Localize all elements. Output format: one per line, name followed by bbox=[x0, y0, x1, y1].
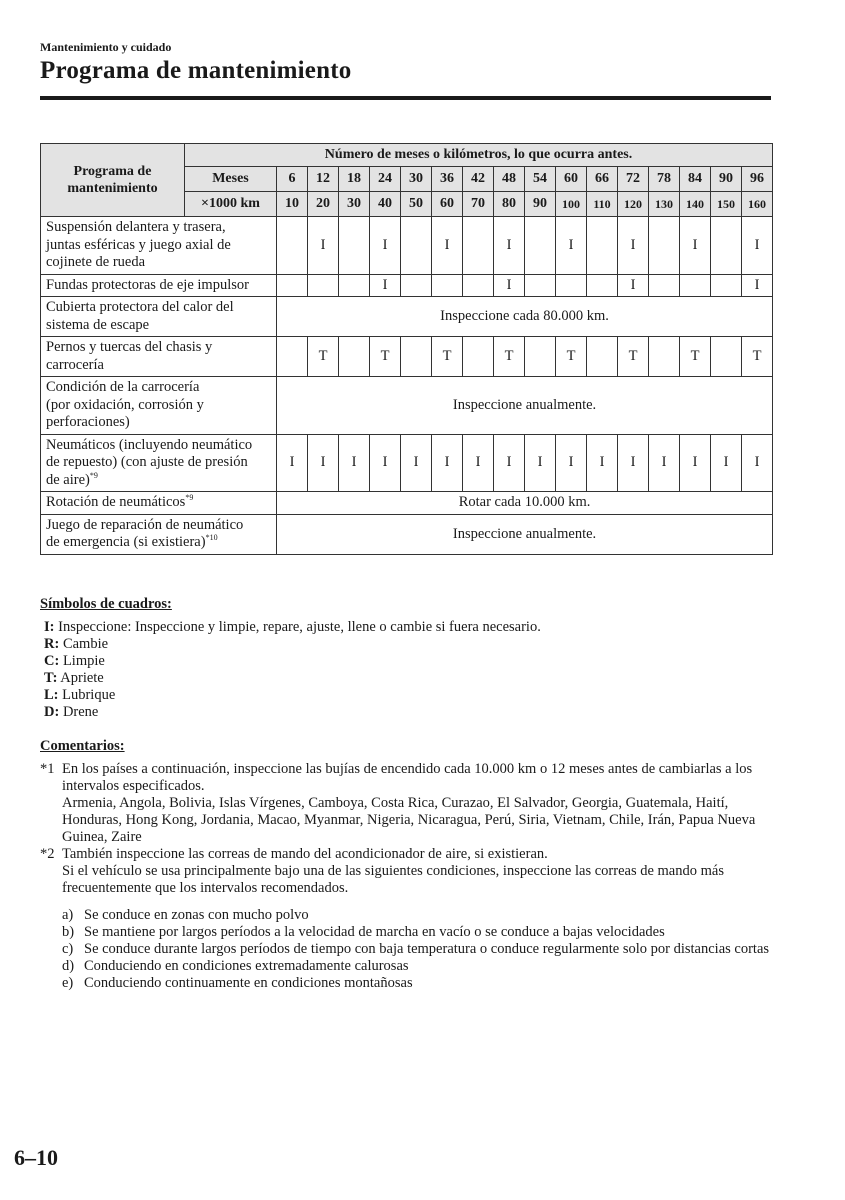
interval-mark bbox=[432, 274, 463, 297]
interval-mark bbox=[711, 274, 742, 297]
month-header: 54 bbox=[525, 167, 556, 192]
condition-item bbox=[62, 958, 775, 975]
month-header: 66 bbox=[587, 167, 618, 192]
condition-letter: c) bbox=[62, 941, 74, 957]
symbol-entry bbox=[44, 670, 541, 687]
interval-mark: I bbox=[308, 217, 339, 275]
service-item bbox=[41, 377, 277, 435]
service-item-line: juntas esféricas y juego axial de bbox=[46, 236, 231, 253]
interval-mark: T bbox=[308, 337, 339, 377]
month-header: 48 bbox=[494, 167, 525, 192]
interval-mark bbox=[401, 274, 432, 297]
service-item bbox=[41, 337, 277, 377]
service-item-line: de repuesto) (con ajuste de presión bbox=[46, 454, 248, 470]
interval-mark: I bbox=[742, 217, 773, 275]
interval-note: Inspeccione cada 80.000 km. bbox=[277, 297, 773, 337]
interval-mark bbox=[711, 217, 742, 275]
interval-mark: T bbox=[556, 337, 587, 377]
symbols-section bbox=[40, 596, 541, 721]
condition-letter: a) bbox=[62, 907, 74, 923]
interval-mark bbox=[463, 217, 494, 275]
month-header: 30 bbox=[401, 167, 432, 192]
interval-mark: I bbox=[401, 434, 432, 492]
table-row bbox=[41, 492, 773, 515]
comments-section bbox=[40, 738, 775, 992]
interval-mark: I bbox=[649, 434, 680, 492]
interval-mark bbox=[680, 274, 711, 297]
note-marker: *1 bbox=[40, 761, 55, 777]
corner-label-line: mantenimiento bbox=[67, 181, 158, 196]
symbol-desc: Drene bbox=[59, 704, 99, 720]
table-row bbox=[41, 514, 773, 554]
service-item-line: de aire) bbox=[46, 471, 90, 488]
note-marker: *2 bbox=[40, 846, 55, 862]
interval-mark: I bbox=[370, 434, 401, 492]
condition-text: Se conduce en zonas con mucho polvo bbox=[84, 907, 309, 923]
interval-mark: I bbox=[525, 434, 556, 492]
interval-mark: I bbox=[339, 434, 370, 492]
service-item-line: Fundas protectoras de eje impulsor bbox=[46, 276, 249, 293]
interval-mark: I bbox=[618, 217, 649, 275]
interval-mark bbox=[587, 217, 618, 275]
service-item-line: Cubierta protectora del calor del bbox=[46, 299, 234, 315]
interval-mark bbox=[277, 337, 308, 377]
note-text: En los países a continuación, inspeccione las bujías de encendido cada 10.000 km o 12 meses antes de cambiarlas a los intervalos especificados. bbox=[62, 761, 753, 794]
months-label: Meses bbox=[185, 167, 277, 192]
service-item bbox=[41, 217, 277, 275]
title-divider bbox=[40, 96, 771, 100]
interval-mark bbox=[339, 337, 370, 377]
condition-item bbox=[62, 975, 775, 992]
interval-mark bbox=[587, 274, 618, 297]
month-header: 6 bbox=[277, 167, 308, 192]
table-row bbox=[41, 297, 773, 337]
km-header: 80 bbox=[494, 192, 525, 217]
km-header: 150 bbox=[711, 192, 742, 217]
km-header: 90 bbox=[525, 192, 556, 217]
interval-mark: I bbox=[370, 274, 401, 297]
condition-item bbox=[62, 907, 775, 924]
page-title: Programa de mantenimiento bbox=[40, 57, 352, 84]
service-item bbox=[41, 514, 277, 554]
interval-mark: I bbox=[370, 217, 401, 275]
month-header: 12 bbox=[308, 167, 339, 192]
page-number: 6–10 bbox=[14, 1145, 58, 1170]
interval-mark bbox=[401, 217, 432, 275]
table-row bbox=[41, 337, 773, 377]
km-header: 100 bbox=[556, 192, 587, 217]
interval-mark bbox=[277, 274, 308, 297]
comment-note-1 bbox=[40, 761, 775, 846]
interval-mark: I bbox=[432, 434, 463, 492]
km-header: 130 bbox=[649, 192, 680, 217]
interval-mark bbox=[525, 217, 556, 275]
service-item-line: Rotación de neumáticos bbox=[46, 494, 186, 510]
interval-mark bbox=[463, 274, 494, 297]
month-header: 36 bbox=[432, 167, 463, 192]
interval-mark: I bbox=[618, 274, 649, 297]
symbol-key: R: bbox=[44, 636, 60, 652]
symbol-key: T: bbox=[44, 670, 58, 686]
maintenance-schedule-table bbox=[40, 143, 773, 555]
interval-note: Inspeccione anualmente. bbox=[277, 377, 773, 435]
month-header: 24 bbox=[370, 167, 401, 192]
interval-mark: I bbox=[494, 434, 525, 492]
interval-mark: T bbox=[680, 337, 711, 377]
condition-item bbox=[62, 941, 775, 958]
comment-note-2 bbox=[40, 846, 775, 897]
symbols-heading: Símbolos de cuadros: bbox=[40, 596, 172, 612]
symbol-entry bbox=[44, 636, 541, 653]
interval-mark: T bbox=[742, 337, 773, 377]
condition-text: Conduciendo en condiciones extremadamente calurosas bbox=[84, 958, 409, 974]
km-header: 30 bbox=[339, 192, 370, 217]
interval-mark: I bbox=[277, 434, 308, 492]
interval-mark: I bbox=[556, 217, 587, 275]
note-text: Si el vehículo se usa principalmente bajo una de las siguientes condiciones, inspeccione las correas de mando más frecuentemente que los intervalos recomendados. bbox=[62, 863, 724, 896]
km-header: 50 bbox=[401, 192, 432, 217]
service-item-line: Neumáticos (incluyendo neumático bbox=[46, 436, 253, 453]
km-header: 20 bbox=[308, 192, 339, 217]
footnote-ref: *10 bbox=[205, 533, 218, 543]
comments-heading: Comentarios: bbox=[40, 738, 125, 754]
interval-note: Rotar cada 10.000 km. bbox=[277, 492, 773, 515]
note-text: También inspeccione las correas de mando del acondicionador de aire, si existieran. bbox=[62, 846, 548, 862]
month-header: 72 bbox=[618, 167, 649, 192]
interval-mark bbox=[463, 337, 494, 377]
interval-mark: T bbox=[494, 337, 525, 377]
symbol-entry bbox=[44, 687, 541, 704]
interval-mark: T bbox=[432, 337, 463, 377]
interval-mark bbox=[556, 274, 587, 297]
corner-label-line: Programa de bbox=[73, 164, 152, 179]
service-item-line: sistema de escape bbox=[46, 316, 150, 333]
condition-letter: e) bbox=[62, 975, 74, 991]
interval-mark: I bbox=[711, 434, 742, 492]
interval-mark: I bbox=[494, 274, 525, 297]
condition-text: Se conduce durante largos períodos de tiempo con baja temperatura o conduce regularmente solo por distancias cortas bbox=[84, 941, 770, 957]
service-item-line: Suspensión delantera y trasera, bbox=[46, 219, 226, 235]
interval-mark: T bbox=[618, 337, 649, 377]
interval-mark: T bbox=[370, 337, 401, 377]
km-header: 110 bbox=[587, 192, 618, 217]
interval-mark bbox=[649, 337, 680, 377]
month-header: 18 bbox=[339, 167, 370, 192]
interval-mark: I bbox=[556, 434, 587, 492]
condition-text: Se mantiene por largos períodos a la velocidad de marcha en vacío o se conduce a bajas velocidades bbox=[84, 924, 665, 940]
service-item-line: carrocería bbox=[46, 356, 104, 373]
condition-list bbox=[62, 907, 775, 992]
month-header: 84 bbox=[680, 167, 711, 192]
interval-mark: I bbox=[432, 217, 463, 275]
symbol-entry bbox=[44, 704, 541, 721]
service-item-line: cojinete de rueda bbox=[46, 254, 146, 270]
service-item-line: perforaciones) bbox=[46, 414, 130, 430]
service-item bbox=[41, 434, 277, 492]
interval-mark bbox=[649, 274, 680, 297]
interval-mark bbox=[339, 274, 370, 297]
service-item bbox=[41, 492, 277, 515]
month-header: 96 bbox=[742, 167, 773, 192]
condition-letter: b) bbox=[62, 924, 75, 940]
interval-mark: I bbox=[742, 434, 773, 492]
interval-mark: I bbox=[742, 274, 773, 297]
section-label: Mantenimiento y cuidado bbox=[40, 40, 172, 54]
km-header: 140 bbox=[680, 192, 711, 217]
symbol-entry bbox=[44, 619, 541, 636]
symbol-key: L: bbox=[44, 687, 59, 703]
km-header: 70 bbox=[463, 192, 494, 217]
symbol-desc: Limpie bbox=[59, 653, 105, 669]
table-row bbox=[41, 434, 773, 492]
interval-title: Número de meses o kilómetros, lo que ocurra antes. bbox=[185, 144, 773, 167]
service-item bbox=[41, 297, 277, 337]
symbol-key: I: bbox=[44, 619, 55, 635]
service-item-line: Condición de la carrocería bbox=[46, 379, 200, 395]
km-header: 60 bbox=[432, 192, 463, 217]
km-header: 120 bbox=[618, 192, 649, 217]
service-item bbox=[41, 274, 277, 297]
interval-mark: I bbox=[463, 434, 494, 492]
interval-mark bbox=[339, 217, 370, 275]
interval-mark: I bbox=[618, 434, 649, 492]
km-header: 160 bbox=[742, 192, 773, 217]
symbol-desc: Cambie bbox=[59, 636, 109, 652]
table-row bbox=[41, 217, 773, 275]
month-header: 60 bbox=[556, 167, 587, 192]
condition-letter: d) bbox=[62, 958, 75, 974]
month-header: 42 bbox=[463, 167, 494, 192]
interval-mark: I bbox=[494, 217, 525, 275]
table-row bbox=[41, 377, 773, 435]
interval-note: Inspeccione anualmente. bbox=[277, 514, 773, 554]
interval-mark bbox=[525, 337, 556, 377]
footnote-ref: *9 bbox=[89, 470, 98, 480]
interval-mark bbox=[649, 217, 680, 275]
symbol-entry bbox=[44, 653, 541, 670]
service-item-line: Juego de reparación de neumático bbox=[46, 516, 244, 533]
interval-mark: I bbox=[680, 217, 711, 275]
interval-mark bbox=[587, 337, 618, 377]
service-item-line: de emergencia (si existiera) bbox=[46, 534, 206, 550]
footnote-ref: *9 bbox=[185, 493, 194, 503]
condition-item bbox=[62, 924, 775, 941]
month-header: 78 bbox=[649, 167, 680, 192]
interval-mark bbox=[525, 274, 556, 297]
service-item-line: Pernos y tuercas del chasis y bbox=[46, 339, 213, 355]
interval-mark: I bbox=[308, 434, 339, 492]
km-header: 40 bbox=[370, 192, 401, 217]
service-item-line: (por oxidación, corrosión y bbox=[46, 396, 204, 413]
note-text: Armenia, Angola, Bolivia, Islas Vírgenes, Camboya, Costa Rica, Curazao, El Salvador, Georgia, Guatemala, Haití, Honduras, Hong Kong, Jordania, Macao, Myanmar, Nigeria, Nicaragua, Perú, Siria, Vietnam, Chile, Irán, Papua Nueva Guinea, Zaire bbox=[62, 795, 756, 845]
interval-mark bbox=[308, 274, 339, 297]
interval-mark: I bbox=[587, 434, 618, 492]
km-header: 10 bbox=[277, 192, 308, 217]
interval-mark bbox=[401, 337, 432, 377]
symbol-key: D: bbox=[44, 704, 60, 720]
symbol-key: C: bbox=[44, 653, 60, 669]
schedule-corner-header bbox=[41, 144, 185, 217]
symbol-desc: Inspeccione: Inspeccione y limpie, repare, ajuste, llene o cambie si fuera necesario. bbox=[54, 619, 541, 635]
km-label: ×1000 km bbox=[185, 192, 277, 217]
interval-mark bbox=[277, 217, 308, 275]
condition-text: Conduciendo continuamente en condiciones montañosas bbox=[84, 975, 413, 991]
symbol-desc: Lubrique bbox=[58, 687, 116, 703]
table-row bbox=[41, 274, 773, 297]
interval-mark: I bbox=[680, 434, 711, 492]
symbol-desc: Apriete bbox=[57, 670, 104, 686]
month-header: 90 bbox=[711, 167, 742, 192]
interval-mark bbox=[711, 337, 742, 377]
